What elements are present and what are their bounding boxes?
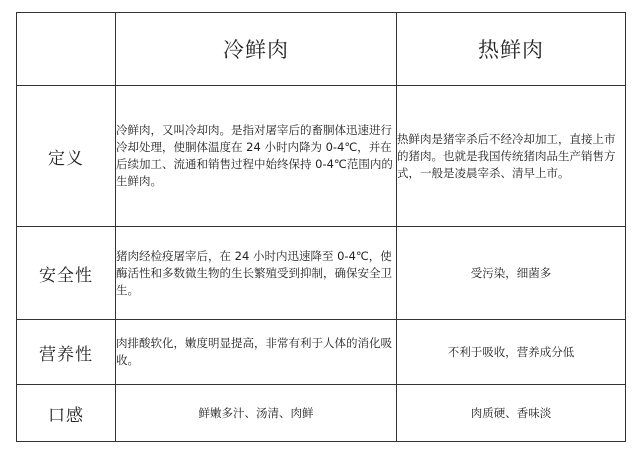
cell-cold-nutrition: 肉排酸软化，嫩度明显提高，非常有利于人体的消化吸收。 <box>116 320 397 385</box>
cell-hot-definition: 热鲜肉是猪宰杀后不经冷却加工，直接上市的猪肉。也就是我国传统猪肉品生产销售方式，一般是凌晨宰杀、清早上市。 <box>397 86 626 227</box>
column-header-hot-meat: 热鲜肉 <box>397 13 626 86</box>
row-label-definition: 定义 <box>17 86 116 227</box>
cell-hot-taste: 肉质硬、香味淡 <box>397 385 626 442</box>
row-label-nutrition: 营养性 <box>17 320 116 385</box>
row-label-taste: 口感 <box>17 385 116 442</box>
cell-cold-taste: 鲜嫩多汁、汤清、肉鲜 <box>116 385 397 442</box>
row-label-safety: 安全性 <box>17 227 116 320</box>
cell-cold-definition: 冷鲜肉，又叫冷却肉。是指对屠宰后的畜胴体迅速进行冷却处理，使胴体温度在 24 小时内降为 0-4℃，并在后续加工、流通和销售过程中始终保持 0-4℃范围内的生鲜肉。 <box>116 86 397 227</box>
column-header-cold-meat: 冷鲜肉 <box>116 13 397 86</box>
table-row <box>17 385 626 442</box>
table-row <box>17 86 626 227</box>
table-row <box>17 227 626 320</box>
header-row <box>17 13 626 86</box>
corner-cell <box>17 13 116 86</box>
table-row <box>17 320 626 385</box>
comparison-table <box>16 12 626 442</box>
cell-hot-safety: 受污染，细菌多 <box>397 227 626 320</box>
cell-hot-nutrition: 不利于吸收，营养成分低 <box>397 320 626 385</box>
cell-cold-safety: 猪肉经检疫屠宰后，在 24 小时内迅速降至 0-4℃，使酶活性和多数微生物的生长繁殖受到抑制，确保安全卫生。 <box>116 227 397 320</box>
